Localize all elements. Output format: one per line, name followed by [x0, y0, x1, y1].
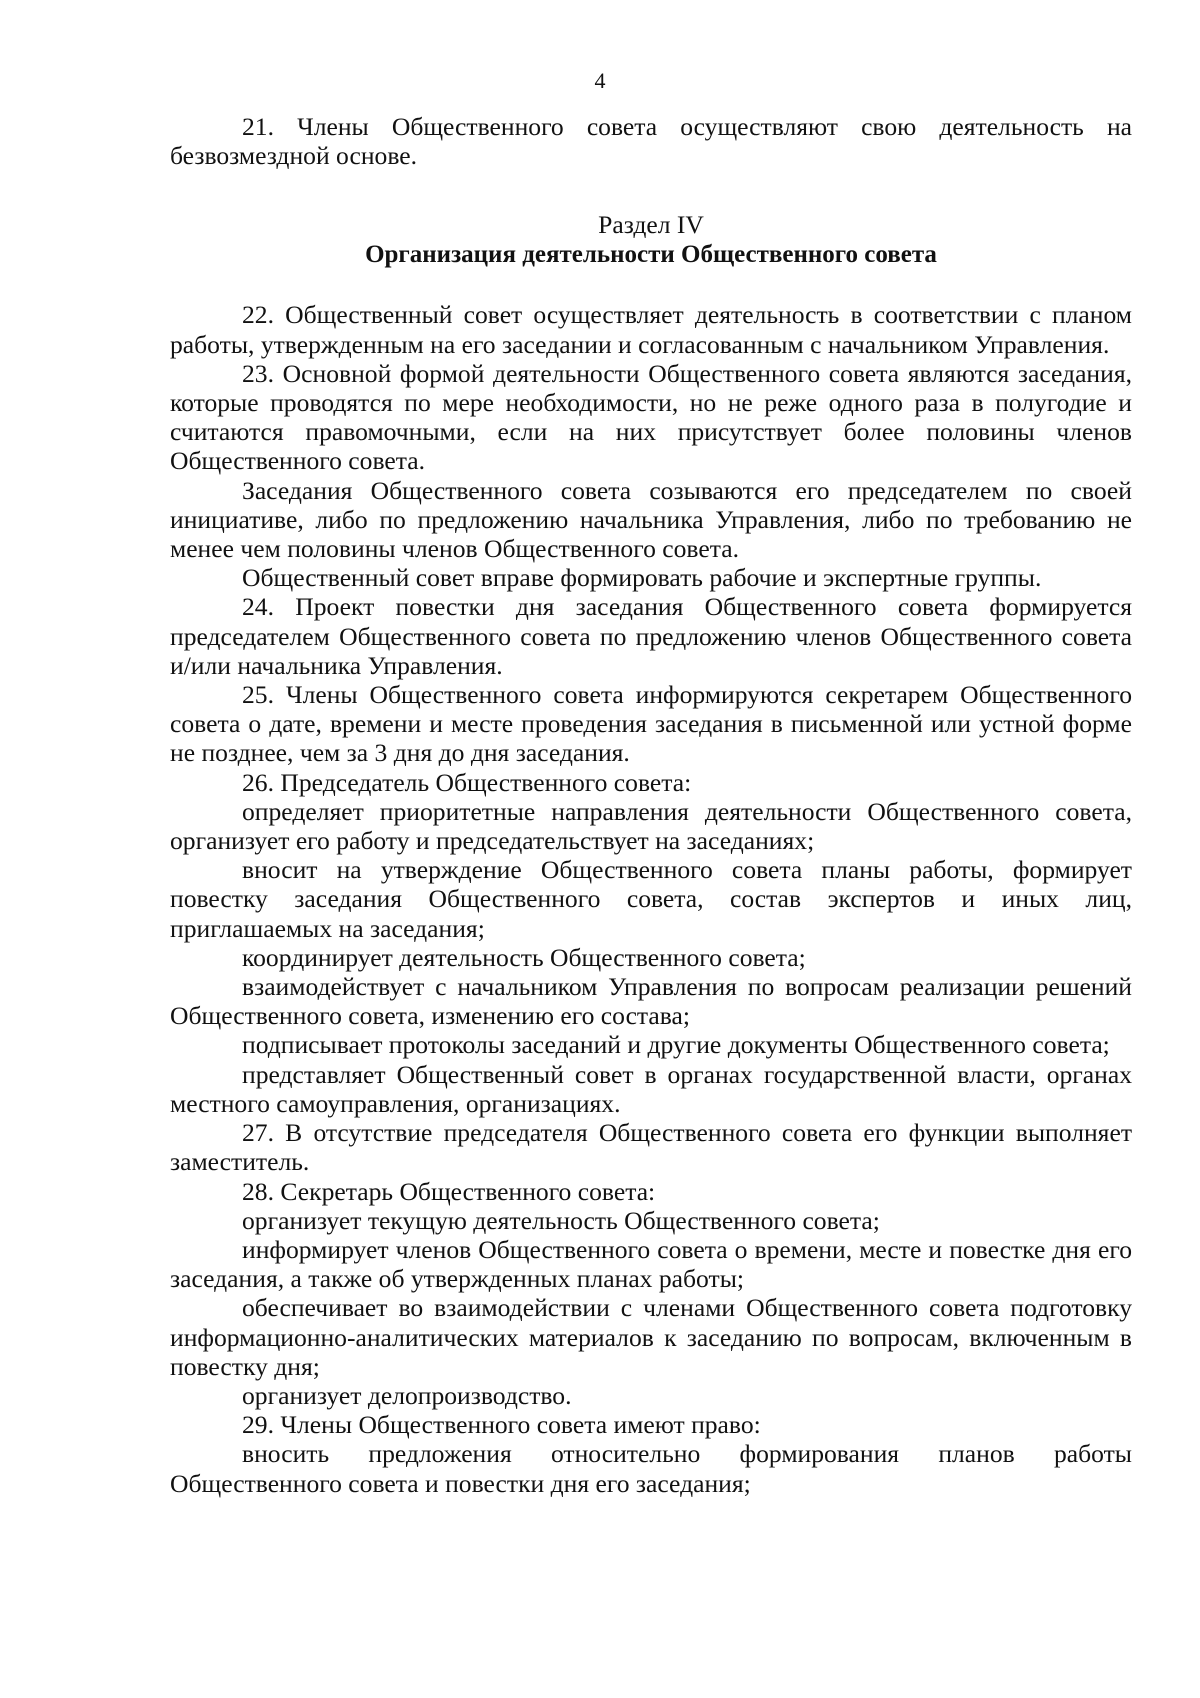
paragraph: 23. Основной формой деятельности Общественного совета являются заседания, которые проводятся по мере необходимости, но не реже одного раза в полугодие и считаются правомочными, если на них присутствует более половины членов Общественного совета.	[170, 358, 1132, 476]
paragraph: 24. Проект повестки дня заседания Общественного совета формируется председателем Общественного совета по предложению членов Общественного совета и/или начальника Управления.	[170, 592, 1132, 680]
paragraph-21: 21. Члены Общественного совета осуществляют свою деятельность на безвозмездной основе.	[170, 112, 1132, 171]
section-title: Организация деятельности Общественного совета	[365, 241, 937, 269]
paragraph: представляет Общественный совет в органах государственной власти, органах местного самоуправления, организациях.	[170, 1059, 1132, 1118]
paragraph: 25. Члены Общественного совета информируются секретарем Общественного совета о дате, времени и месте проведения заседания в письменной или устной форме не позднее, чем за 3 дня до дня заседания.	[170, 680, 1132, 768]
paragraph: подписывает протоколы заседаний и другие документы Общественного совета;	[242, 1030, 1110, 1060]
paragraph: 27. В отсутствие председателя Общественного совета его функции выполняет заместитель.	[170, 1118, 1132, 1177]
page-number: 4	[594, 68, 606, 93]
paragraph: организует делопроизводство.	[242, 1380, 572, 1410]
paragraph: Общественный совет вправе формировать рабочие и экспертные группы.	[242, 563, 1042, 593]
paragraph: взаимодействует с начальником Управления по вопросам реализации решений Общественного совета, изменению его состава;	[170, 972, 1132, 1031]
paragraph: 26. Председатель Общественного совета:	[242, 767, 692, 797]
document-body	[170, 112, 1132, 1498]
paragraph: определяет приоритетные направления деятельности Общественного совета, организует его работу и председательствует на заседаниях;	[170, 796, 1132, 856]
paragraph: 22. Общественный совет осуществляет деятельность в соответствии с планом работы, утвержденным на его заседании и согласованным с начальником Управления.	[170, 300, 1132, 359]
paragraph: вносить предложения относительно формирования планов работы Общественного совета и повестки дня его заседания;	[170, 1439, 1132, 1498]
paragraph: обеспечивает во взаимодействии с членами Общественного совета подготовку информационно-аналитических материалов к заседанию по вопросам, включенным в повестку дня;	[170, 1293, 1132, 1381]
section-label: Раздел IV	[598, 210, 704, 240]
paragraph: вносит на утверждение Общественного совета планы работы, формирует повестку заседания Общественного совета, состав экспертов и иных лиц, приглашаемых на заседания;	[170, 855, 1132, 943]
paragraph: координирует деятельность Общественного совета;	[242, 942, 806, 972]
paragraph: 29. Члены Общественного совета имеют право:	[242, 1410, 761, 1440]
paragraph: 28. Секретарь Общественного совета:	[242, 1176, 656, 1206]
paragraph: Заседания Общественного совета созываются его председателем по своей инициативе, либо по предложению начальника Управления, либо по требованию не менее чем половины членов Общественного совета.	[170, 475, 1132, 564]
paragraph: информирует членов Общественного совета о времени, месте и повестке дня его заседания, а также об утвержденных планах работы;	[170, 1234, 1132, 1294]
paragraph: организует текущую деятельность Общественного совета;	[242, 1205, 880, 1235]
